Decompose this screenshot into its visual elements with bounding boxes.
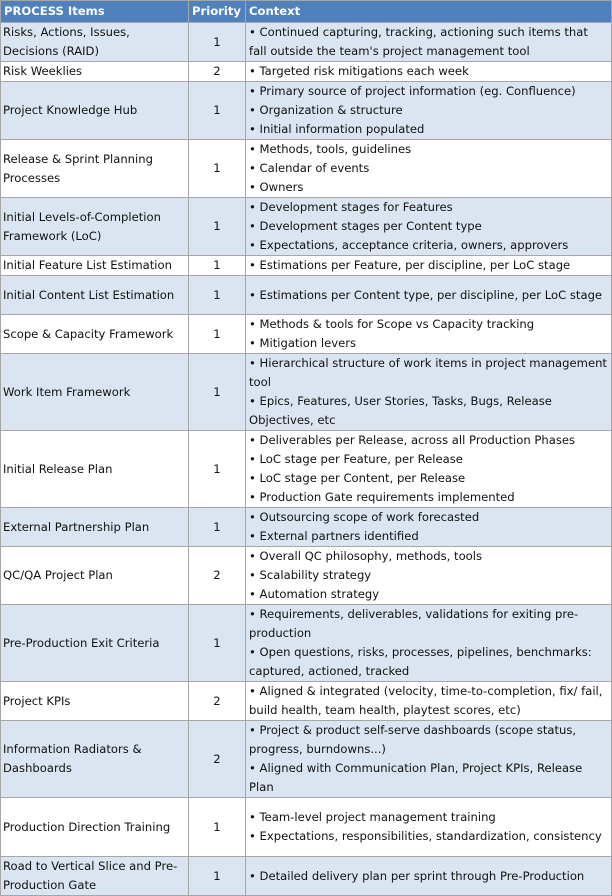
priority-cell: 2 <box>189 721 246 798</box>
process-item-cell: Pre-Production Exit Criteria <box>1 605 189 682</box>
priority-cell: 2 <box>189 62 246 82</box>
context-bullet: • Deliverables per Release, across all Production Phases <box>249 433 576 447</box>
process-item-cell: QC/QA Project Plan <box>1 547 189 605</box>
table-row <box>1 23 612 62</box>
table-row <box>1 682 612 721</box>
table-row <box>1 508 612 547</box>
process-item-cell: Project Knowledge Hub <box>1 82 189 140</box>
context-bullet: • Calendar of events <box>249 161 370 175</box>
process-item-cell: Initial Levels-of-Completion Framework (LoC) <box>1 198 189 256</box>
context-bullet: • Targeted risk mitigations each week <box>249 64 469 78</box>
context-cell <box>246 256 612 276</box>
context-bullet: • Epics, Features, User Stories, Tasks, Bugs, Release Objectives, etc <box>249 394 552 427</box>
context-bullet: • Development stages for Features <box>249 200 453 214</box>
context-bullet: • Mitigation levers <box>249 336 357 350</box>
table-row <box>1 62 612 82</box>
table-row <box>1 857 612 896</box>
context-cell <box>246 605 612 682</box>
context-cell <box>246 547 612 605</box>
table-row <box>1 605 612 682</box>
context-cell <box>246 508 612 547</box>
process-item-cell: Risks, Actions, Issues, Decisions (RAID) <box>1 23 189 62</box>
context-cell <box>246 23 612 62</box>
priority-cell: 1 <box>189 198 246 256</box>
context-bullet: • Continued capturing, tracking, actioning such items that fall outside the team's project management tool <box>249 25 588 58</box>
context-bullet: • Methods, tools, guidelines <box>249 142 412 156</box>
context-cell <box>246 140 612 198</box>
context-bullet: • Estimations per Content type, per discipline, per LoC stage <box>249 287 603 302</box>
table-row <box>1 721 612 798</box>
context-bullet: • Production Gate requirements implemented <box>249 490 515 504</box>
table-row <box>1 315 612 354</box>
context-cell <box>246 315 612 354</box>
context-cell <box>246 198 612 256</box>
context-bullet: • Outsourcing scope of work forecasted <box>249 510 480 524</box>
table-row <box>1 198 612 256</box>
context-bullet: • LoC stage per Feature, per Release <box>249 452 463 466</box>
context-bullet: • Organization & structure <box>249 103 403 117</box>
context-bullet: • Automation strategy <box>249 587 380 601</box>
context-bullet: • LoC stage per Content, per Release <box>249 471 466 485</box>
process-item-cell: Project KPIs <box>1 682 189 721</box>
priority-cell: 1 <box>189 276 246 315</box>
priority-cell: 1 <box>189 23 246 62</box>
context-cell <box>246 857 612 896</box>
header-row <box>1 1 612 23</box>
context-bullet: • Expectations, acceptance criteria, owners, approvers <box>249 238 569 252</box>
context-cell <box>246 62 612 82</box>
context-bullet: • Primary source of project information (eg. Confluence) <box>249 84 576 98</box>
process-item-cell: Initial Content List Estimation <box>1 276 189 315</box>
process-item-cell: Information Radiators & Dashboards <box>1 721 189 798</box>
context-cell <box>246 354 612 431</box>
header-priority: Priority <box>189 1 246 23</box>
process-item-cell: Scope & Capacity Framework <box>1 315 189 354</box>
context-bullet: • Owners <box>249 180 304 194</box>
context-cell <box>246 431 612 508</box>
table-row <box>1 276 612 315</box>
process-item-cell: Initial Release Plan <box>1 431 189 508</box>
context-bullet: • Project & product self-serve dashboards (scope status, progress, burndowns...) <box>249 723 577 756</box>
context-bullet: • Team-level project management training <box>249 810 496 824</box>
context-bullet: • Open questions, risks, processes, pipelines, benchmarks: captured, actioned, tracked <box>249 645 592 678</box>
context-bullet: • Expectations, responsibilities, standardization, consistency <box>249 829 602 843</box>
priority-cell: 1 <box>189 508 246 547</box>
table-row <box>1 256 612 276</box>
context-bullet: • Overall QC philosophy, methods, tools <box>249 549 483 563</box>
process-item-cell: Production Direction Training <box>1 798 189 857</box>
process-item-cell: Release & Sprint Planning Processes <box>1 140 189 198</box>
process-item-cell: External Partnership Plan <box>1 508 189 547</box>
context-bullet: • Aligned with Communication Plan, Project KPIs, Release Plan <box>249 761 583 794</box>
process-item-cell: Road to Vertical Slice and Pre-Production Gate <box>1 857 189 896</box>
process-item-cell: Work Item Framework <box>1 354 189 431</box>
priority-cell: 1 <box>189 256 246 276</box>
header-process-items: PROCESS Items <box>1 1 189 23</box>
context-bullet: • Requirements, deliverables, validations for exiting pre-production <box>249 607 579 640</box>
context-bullet: • Scalability strategy <box>249 568 372 582</box>
process-item-cell: Initial Feature List Estimation <box>1 256 189 276</box>
context-cell <box>246 721 612 798</box>
priority-cell: 1 <box>189 798 246 857</box>
priority-cell: 2 <box>189 547 246 605</box>
table-row <box>1 354 612 431</box>
context-cell <box>246 798 612 857</box>
priority-cell: 1 <box>189 82 246 140</box>
context-bullet: • Methods & tools for Scope vs Capacity tracking <box>249 317 535 331</box>
context-cell <box>246 82 612 140</box>
table-row <box>1 82 612 140</box>
priority-cell: 2 <box>189 682 246 721</box>
context-bullet: • Estimations per Feature, per discipline, per LoC stage <box>249 258 571 272</box>
table-row <box>1 431 612 508</box>
table-row <box>1 798 612 857</box>
context-bullet: • Aligned & integrated (velocity, time-to-completion, fix/ fail, build health, team health, playtest scores, etc) <box>249 684 603 717</box>
priority-cell: 1 <box>189 431 246 508</box>
context-cell <box>246 276 612 315</box>
priority-cell: 1 <box>189 605 246 682</box>
header-context: Context <box>246 1 612 23</box>
context-cell <box>246 682 612 721</box>
process-item-cell: Risk Weeklies <box>1 62 189 82</box>
context-bullet: • Detailed delivery plan per sprint through Pre-Production <box>249 868 585 883</box>
context-bullet: • Development stages per Content type <box>249 219 482 233</box>
context-bullet: • External partners identified <box>249 529 419 543</box>
priority-cell: 1 <box>189 140 246 198</box>
priority-cell: 1 <box>189 857 246 896</box>
priority-cell: 1 <box>189 354 246 431</box>
context-bullet: • Initial information populated <box>249 122 425 136</box>
table-row <box>1 547 612 605</box>
priority-cell: 1 <box>189 315 246 354</box>
context-bullet: • Hierarchical structure of work items in project management tool <box>249 356 607 389</box>
table-row <box>1 140 612 198</box>
